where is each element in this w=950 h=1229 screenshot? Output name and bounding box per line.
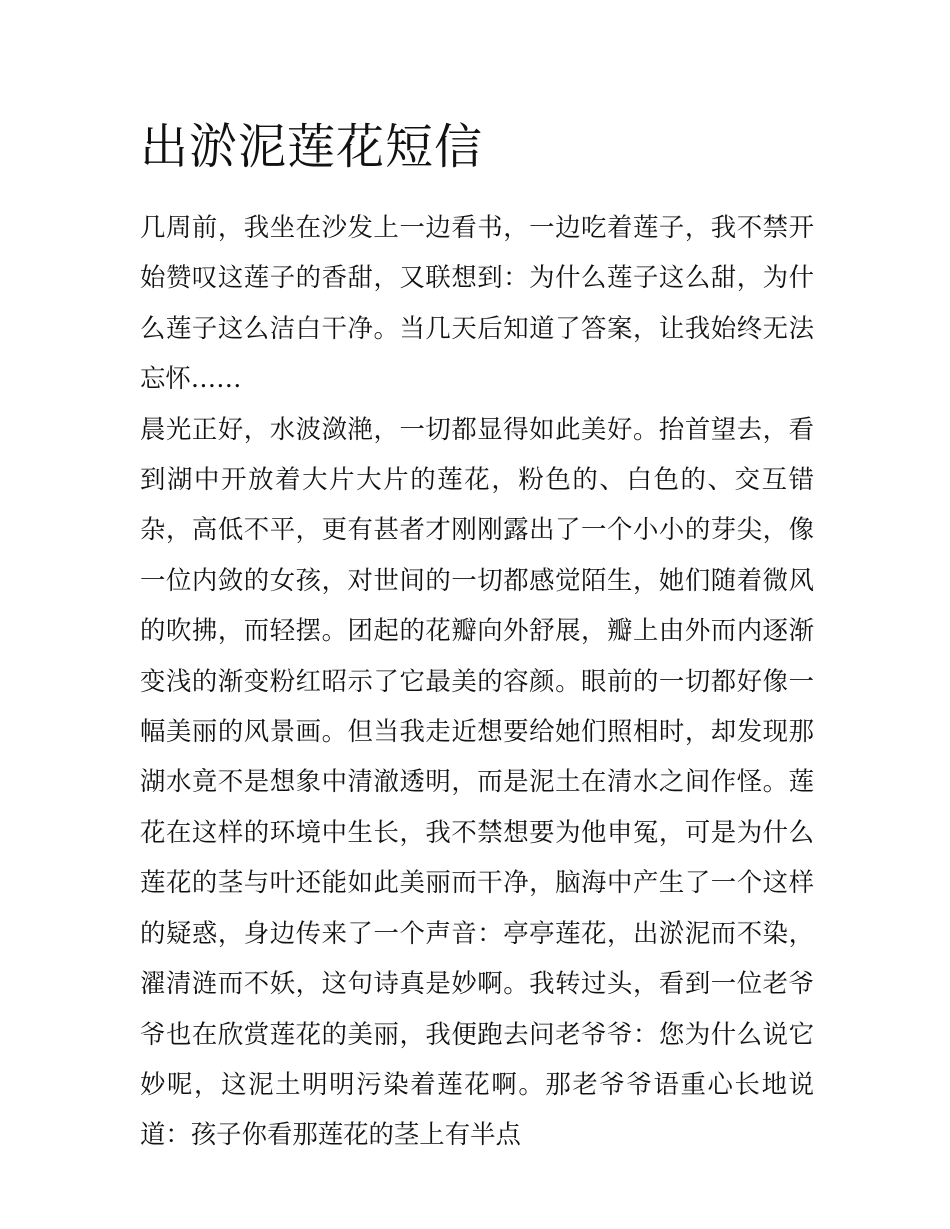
document-title: 出淤泥莲花短信 [140,119,484,175]
paragraph-2: 晨光正好，水波潋滟，一切都显得如此美好。抬首望去，看到湖中开放着大片大片的莲花，粉色的、白色的、交互错杂，高低不平，更有甚者才刚刚露出了一个小小的芽尖，像一位内敛的女孩，对世间的一切都感觉陌生，她们随着微风的吹拂，而轻摆。团起的花瓣向外舒展，瓣上由外而内逐渐变浅的渐变粉红昭示了它最美的容颜。眼前的一切都好像一幅美丽的风景画。但当我走近想要给她们照相时，却发现那湖水竟不是想象中清澈透明，而是泥土在清水之间作怪。莲花在这样的环境中生长，我不禁想要为他申冤，可是为什么莲花的茎与叶还能如此美丽而干净，脑海中产生了一个这样的疑惑，身边传来了一个声音：亭亭莲花，出淤泥而不染，濯清涟而不妖，这句诗真是妙啊。我转过头，看到一位老爷爷也在欣赏莲花的美丽，我便跑去问老爷爷：您为什么说它妙呢，这泥土明明污染着莲花啊。那老爷爷语重心长地说道：孩子你看那莲花的茎上有半点 [140,413,814,1150]
document-page [140,112,814,1160]
paragraph-1: 几周前，我坐在沙发上一边看书，一边吃着莲子，我不禁开始赞叹这莲子的香甜，又联想到：为什么莲子这么甜，为什么莲子这么洁白干净。当几天后知道了答案，让我始终无法忘怀…… [140,212,814,394]
